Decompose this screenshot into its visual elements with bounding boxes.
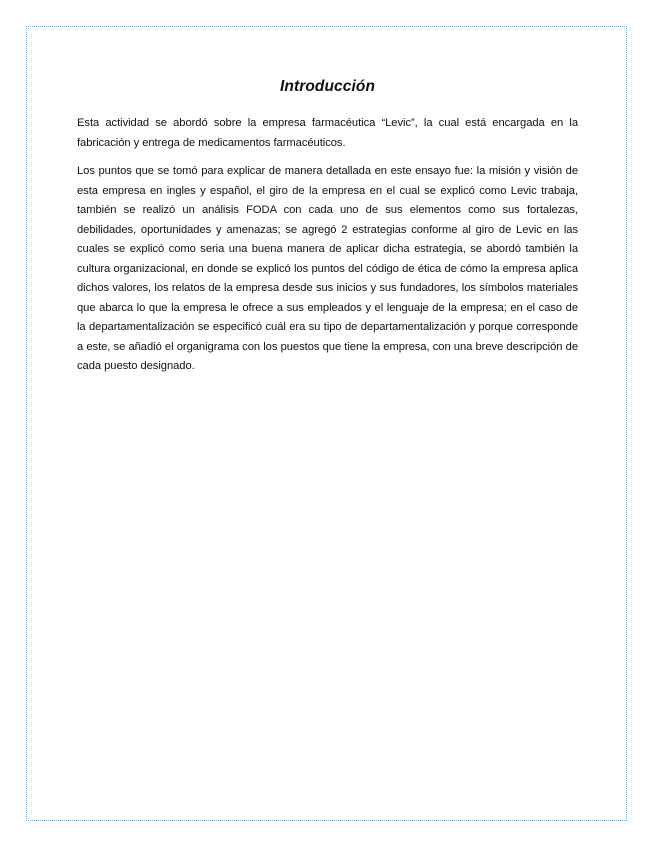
paragraph-2: Los puntos que se tomó para explicar de manera detallada en este ensayo fue: la misión y visión de esta empresa en ingles y español, el giro de la empresa en el cual se explicó como Levic trabaja, también se realizó un análisis FODA con cada uno de sus elementos como sus fortalezas, debilidades, oportunidades y amenazas; se agregó 2 estrategias conforme al giro de Levic en las cuales se explicó como seria una buena manera de aplicar dicha estrategia, se abordó también la cultura organizacional, en donde se explicó los puntos del código de ética de cómo la empresa aplica dichos valores, los relatos de la empresa desde sus inicios y sus fundadores, los símbolos materiales que abarca lo que la empresa le ofrece a sus empleados y el lenguaje de la empresa; en el caso de la departamentalización se especificó cuál era su tipo de departamentalización y porque corresponde a este, se añadió el organigrama con los puestos que tiene la empresa, con una breve descripción de cada puesto designado. — [77, 165, 578, 372]
paragraph-1: Esta actividad se abordó sobre la empresa farmacéutica “Levic”, la cual está encargada en la fabricación y entrega de medicamentos farmacéuticos. — [77, 117, 578, 149]
document-title: Introducción — [279, 78, 376, 95]
document-body — [77, 76, 578, 386]
